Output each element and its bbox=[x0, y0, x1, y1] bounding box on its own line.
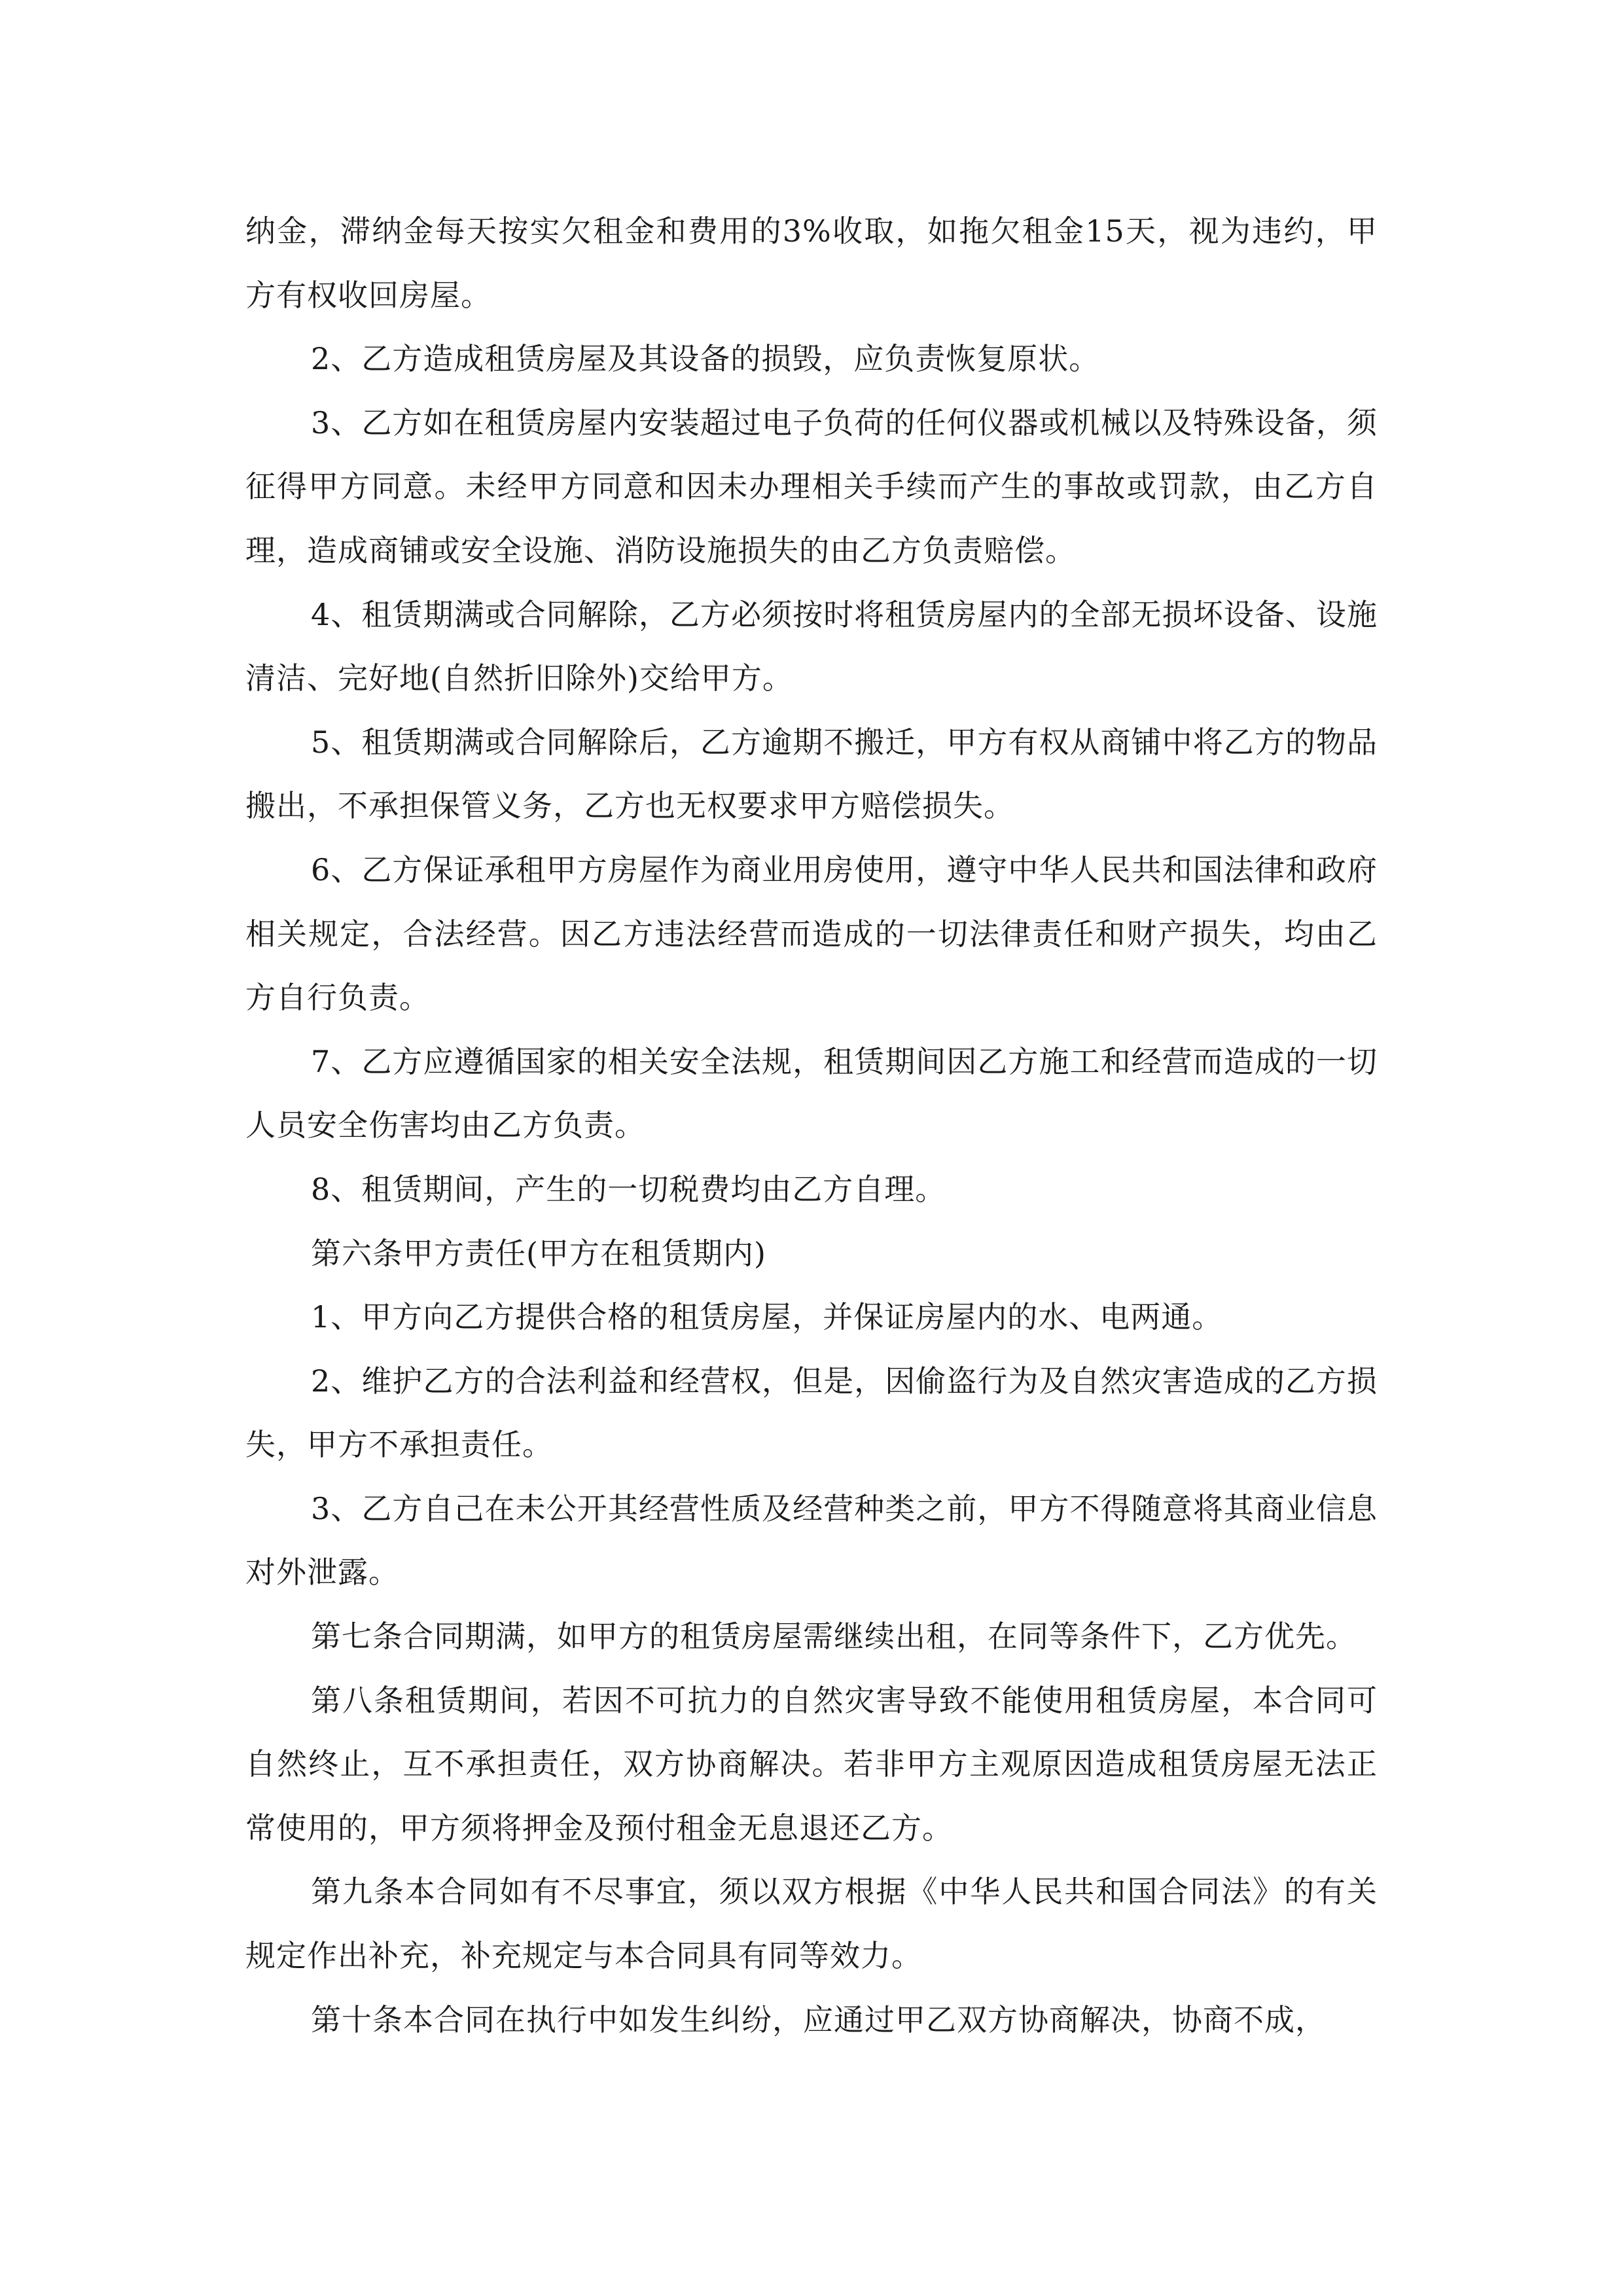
paragraph-clause-6-legal-use: 6、乙方保证承租甲方房屋作为商业用房使用，遵守中华人民共和国法律和政府相关规定，合法经营。因乙方违法经营而造成的一切法律责任和财产损失，均由乙方自行负责。 bbox=[245, 852, 1378, 1016]
paragraph-article-9: 第九条本合同如有不尽事宜，须以双方根据《中华人民共和国合同法》的有关规定作出补充，补充规定与本合同具有同等效力。 bbox=[245, 1874, 1378, 1974]
document-body bbox=[245, 200, 1378, 2052]
paragraph-article-8: 第八条租赁期间，若因不可抗力的自然灾害导致不能使用租赁房屋，本合同可自然终止，互不承担责任，双方协商解决。若非甲方主观原因造成租赁房屋无法正常使用的，甲方须将押金及预付租金无息退还乙方。 bbox=[245, 1682, 1378, 1846]
paragraph-article-6-item-2: 2、维护乙方的合法利益和经营权，但是，因偷盗行为及自然灾害造成的乙方损失，甲方不承担责任。 bbox=[245, 1363, 1378, 1463]
paragraph-clause-5-relocation: 5、租赁期满或合同解除后，乙方逾期不搬迁，甲方有权从商铺中将乙方的物品搬出，不承担保管义务，乙方也无权要求甲方赔偿损失。 bbox=[245, 724, 1378, 824]
paragraph-article-6-item-3: 3、乙方自己在未公开其经营性质及经营种类之前，甲方不得随意将其商业信息对外泄露。 bbox=[245, 1490, 1378, 1590]
paragraph-clause-4-return: 4、租赁期满或合同解除，乙方必须按时将租赁房屋内的全部无损坏设备、设施清洁、完好地(自然折旧除外)交给甲方。 bbox=[245, 596, 1378, 696]
paragraph-article-7: 第七条合同期满，如甲方的租赁房屋需继续出租，在同等条件下，乙方优先。 bbox=[311, 1619, 1357, 1655]
paragraph-clause-2-damage: 2、乙方造成租赁房屋及其设备的损毁，应负责恢复原状。 bbox=[311, 341, 1100, 377]
paragraph-clause-3-equipment: 3、乙方如在租赁房屋内安装超过电子负荷的任何仪器或机械以及特殊设备，须征得甲方同意。未经甲方同意和因未办理相关手续而产生的事故或罚款，由乙方自理，造成商铺或安全设施、消防设施损失的由乙方负责赔偿。 bbox=[245, 404, 1378, 568]
paragraph-article-10: 第十条本合同在执行中如发生纠纷，应通过甲乙双方协商解决，协商不成， bbox=[311, 2001, 1326, 2037]
paragraph-clause-8-taxes: 8、租赁期间，产生的一切税费均由乙方自理。 bbox=[311, 1171, 946, 1207]
section-heading-article-6: 第六条甲方责任(甲方在租赁期内) bbox=[311, 1235, 766, 1271]
paragraph-late-fee: 纳金，滞纳金每天按实欠租金和费用的3%收取，如拖欠租金15天，视为违约，甲方有权收回房屋。 bbox=[245, 213, 1378, 313]
paragraph-article-6-item-1: 1、甲方向乙方提供合格的租赁房屋，并保证房屋内的水、电两通。 bbox=[311, 1299, 1223, 1335]
paragraph-clause-7-safety: 7、乙方应遵循国家的相关安全法规，租赁期间因乙方施工和经营而造成的一切人员安全伤害均由乙方负责。 bbox=[245, 1043, 1378, 1143]
